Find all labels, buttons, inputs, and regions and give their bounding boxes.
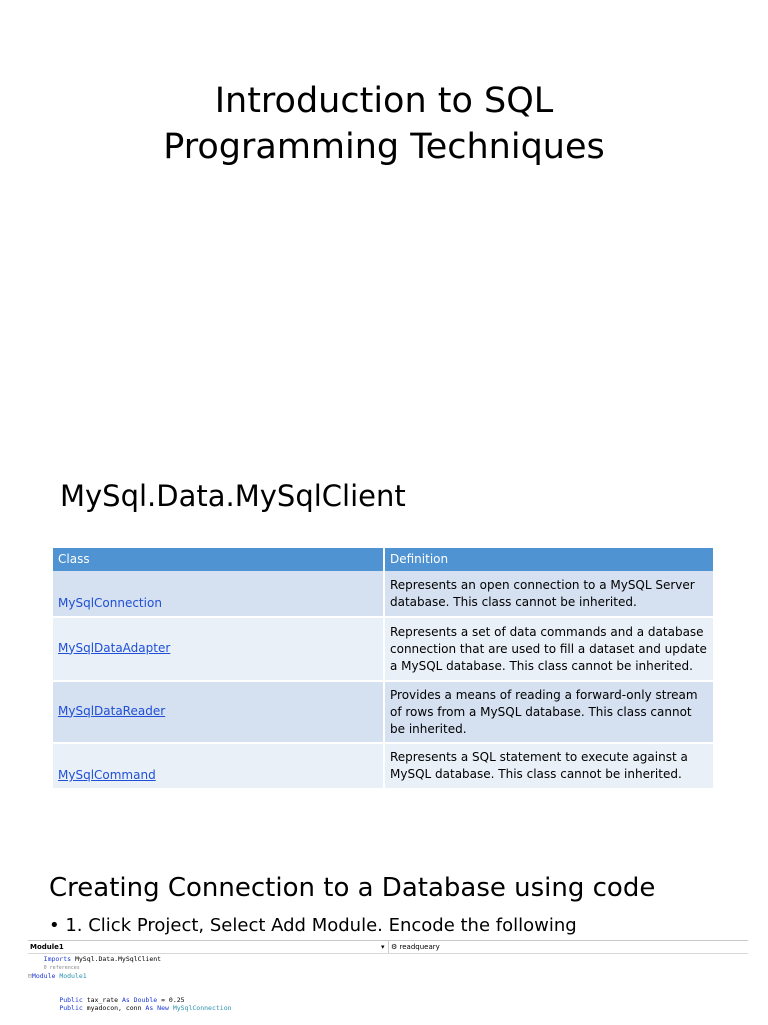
chevron-down-icon: ▾: [381, 943, 385, 951]
slide-title-line1: Introduction to SQL: [214, 81, 554, 121]
table-row: [53, 681, 714, 743]
column-header-class: Class: [53, 548, 384, 571]
column-header-definition: Definition: [384, 548, 714, 571]
slide-title: [0, 78, 768, 170]
code-editor-screenshot: [28, 940, 748, 1025]
code-line: Imports MySql.Data.MySqlClient: [43, 955, 162, 963]
table-row: [53, 743, 714, 789]
definition-cell: Represents an open connection to a MySQL Server database. This class cannot be inherited.: [384, 571, 714, 617]
code-lines: [28, 955, 232, 1012]
title-slide: [0, 0, 768, 432]
instruction-bullet: • 1. Click Project, Select Add Module. Encode the following: [49, 915, 577, 936]
code-line: 0 references: [43, 965, 80, 971]
table-row: [53, 617, 714, 681]
class-link[interactable]: MySqlDataReader: [58, 703, 166, 718]
member-dropdown[interactable]: ⚙ readqueary: [388, 941, 440, 953]
table-header-row: [53, 548, 714, 571]
editor-navigation-bar: [28, 941, 748, 954]
code-line: [28, 980, 232, 988]
collapse-icon[interactable]: ⊟: [28, 972, 32, 980]
definition-cell: Represents a SQL statement to execute against a MySQL database. This class cannot be inherited.: [384, 743, 714, 789]
slide-title-line2: Programming Techniques: [163, 127, 605, 167]
class-link[interactable]: MySqlDataAdapter: [58, 640, 171, 655]
code-line: ⊟Module Module1: [28, 972, 87, 980]
definition-cell: Provides a means of reading a forward-only stream of rows from a MySQL database. This class cannot be inherited.: [384, 681, 714, 743]
class-link[interactable]: MySqlCommand: [58, 768, 156, 782]
code-line: Public myadocon, conn As New MySqlConnection: [59, 1004, 232, 1012]
table-row: [53, 571, 714, 617]
method-icon: ⚙: [391, 943, 400, 951]
code-line: [28, 988, 232, 996]
connection-heading: Creating Connection to a Database using code: [49, 873, 656, 903]
namespace-heading: MySql.Data.MySqlClient: [60, 479, 406, 513]
classes-table: [53, 548, 715, 790]
class-link[interactable]: MySqlConnection: [58, 596, 162, 610]
code-line: Public tax_rate As Double = 0.25: [59, 996, 185, 1004]
module-dropdown[interactable]: Module1: [30, 943, 64, 951]
definition-cell: Represents a set of data commands and a database connection that are used to fill a dataset and update a MySQL database. This class cannot be inherited.: [384, 617, 714, 681]
